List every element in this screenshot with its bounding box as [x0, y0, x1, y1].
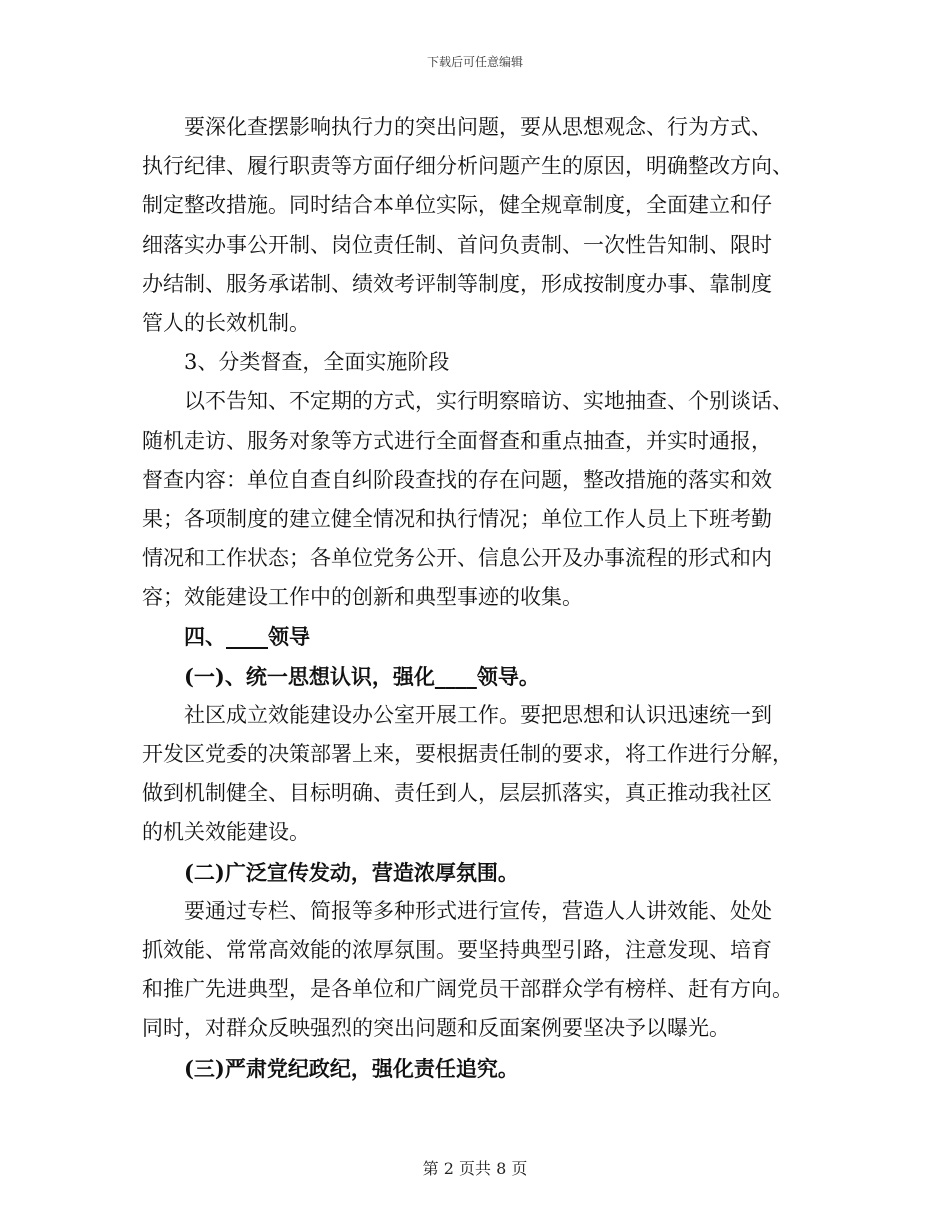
- paragraph-line: 督查内容：单位自查自纠阶段查找的存在问题，整改措施的落实和效: [142, 467, 772, 492]
- paragraph-line: 制定整改措施。同时结合本单位实际，健全规章制度，全面建立和仔: [142, 193, 772, 218]
- paragraph-line: 和推广先进典型，是各单位和广阔党员干部群众学有榜样、赶有方向。: [142, 977, 793, 1002]
- section-heading: (一)、统一思想认识，强化____领导。: [184, 663, 540, 689]
- paragraph-line: 以不告知、不定期的方式，实行明察暗访、实地抽查、个别谈话、: [184, 389, 793, 414]
- paragraph-line: 3、分类督查，全面实施阶段: [184, 350, 450, 375]
- page-number-footer: 第 2 页共 8 页: [422, 1159, 528, 1178]
- document-body: [142, 108, 810, 1088]
- section-heading: (二)广泛宣传发动，营造浓厚氛围。: [184, 859, 519, 885]
- page-header: 下载后可任意编辑: [426, 55, 523, 69]
- paragraph-line: 做到机制健全、目标明确、责任到人，层层抓落实，真正推动我社区: [142, 781, 772, 806]
- paragraph-line: 开发区党委的决策部署上来，要根据责任制的要求，将工作进行分解，: [142, 742, 793, 766]
- paragraph-line: 管人的长效机制。: [142, 310, 310, 335]
- paragraph-line: 要深化查摆影响执行力的突出问题，要从思想观念、行为方式、: [184, 115, 772, 139]
- paragraph-line: 抓效能、常常高效能的浓厚氛围。要坚持典型引路，注意发现、培育: [142, 937, 772, 962]
- paragraph-line: 随机走访、服务对象等方式进行全面督查和重点抽查，并实时通报，: [142, 428, 772, 453]
- paragraph-line: 细落实办事公开制、岗位责任制、首问负责制、一次性告知制、限时: [142, 232, 772, 257]
- paragraph-line: 执行纪律、履行职责等方面仔细分析问题产生的原因，明确整改方向、: [142, 154, 793, 179]
- paragraph-line: 社区成立效能建设办公室开展工作。要把思想和认识迅速统一到: [184, 702, 772, 727]
- paragraph-line: 办结制、服务承诺制、绩效考评制等制度，形成按制度办事、靠制度: [142, 271, 772, 296]
- paragraph-line: 容；效能建设工作中的创新和典型事迹的收集。: [142, 585, 583, 610]
- paragraph-line: 同时，对群众反映强烈的突出问题和反面案例要坚决予以曝光。: [142, 1016, 730, 1041]
- section-heading: (三)严肃党纪政纪，强化责任追究。: [184, 1055, 519, 1081]
- paragraph-line: 果；各项制度的建立健全情况和执行情况；单位工作人员上下班考勤: [142, 506, 772, 531]
- paragraph-line: 情况和工作状态；各单位党务公开、信息公开及办事流程的形式和内: [142, 546, 772, 571]
- paragraph-line: 要通过专栏、简报等多种形式进行宣传，营造人人讲效能、处处: [184, 898, 772, 923]
- section-heading: 四、____领导: [184, 624, 310, 650]
- paragraph-line: 的机关效能建设。: [142, 820, 310, 845]
